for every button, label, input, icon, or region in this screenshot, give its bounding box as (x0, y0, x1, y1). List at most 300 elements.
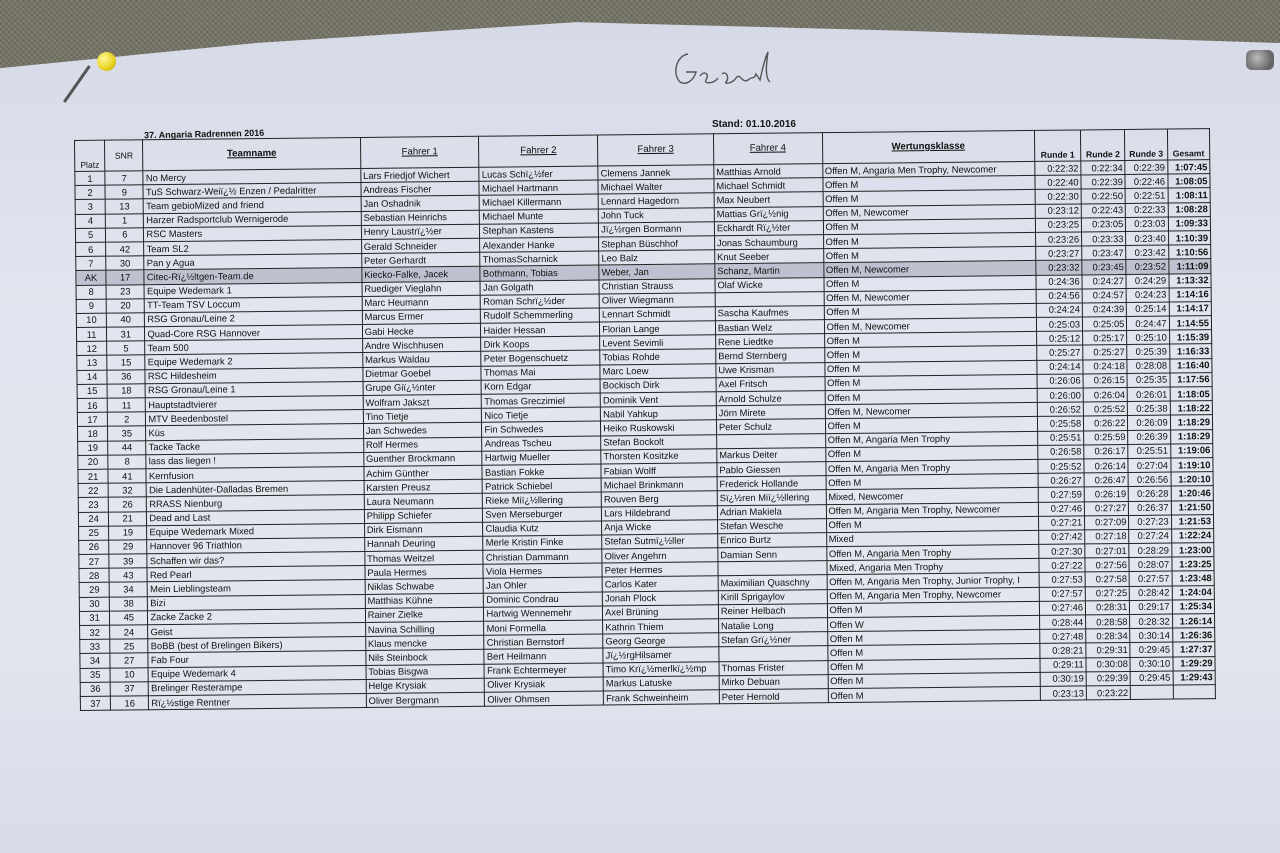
cell-gesamt: 1:19:10 (1171, 458, 1214, 473)
cell-fahrer-1: Rolf Hermes (363, 437, 482, 452)
cell-fahrer-1: Rainer Zielke (365, 607, 484, 622)
cell-platz: 28 (79, 568, 109, 583)
cell-fahrer-2: Nico Tietje (482, 407, 601, 422)
cell-fahrer-3: Lennart Schmidt (599, 307, 715, 322)
cell-snr: 16 (110, 696, 148, 711)
cell-runde-2: 0:25:05 (1083, 317, 1127, 332)
cell-platz: 24 (78, 512, 108, 527)
cell-teamname: Equipe Wedemark 2 (145, 353, 362, 369)
cell-wertungsklasse: Offen M (824, 346, 1036, 362)
cell-runde-2: 0:27:18 (1085, 529, 1129, 544)
cell-fahrer-2: Rudolf Schemmerling (481, 308, 600, 323)
cell-wertungsklasse: Offen M (825, 417, 1037, 433)
cell-wertungsklasse: Offen M (824, 275, 1036, 291)
cell-runde-2: 0:25:59 (1084, 430, 1128, 445)
cell-runde-2: 0:30:08 (1086, 657, 1130, 672)
cell-gesamt: 1:20:10 (1171, 472, 1214, 487)
cell-fahrer-1: Klaus mencke (365, 635, 484, 650)
cell-fahrer-3: Weber, Jan (599, 264, 715, 279)
cell-teamname: Team gebioMized and friend (144, 197, 361, 213)
cell-fahrer-3: Lars Hildebrand (602, 505, 718, 520)
cell-fahrer-4: Enrico Burtz (718, 533, 827, 548)
cell-fahrer-2: Michael Hartmann (479, 180, 598, 195)
cell-fahrer-4: Natalie Long (718, 618, 827, 633)
cell-fahrer-1: Achim Günther (364, 465, 483, 480)
cell-runde-3: 0:22:33 (1126, 203, 1168, 218)
results-body (75, 160, 1216, 711)
cell-fahrer-1: Jan Schwedes (363, 423, 482, 438)
document-title: 37. Angaria Radrennen 2016 (143, 127, 265, 141)
cell-fahrer-4 (716, 433, 825, 448)
cell-snr: 11 (107, 398, 145, 413)
column-header-runde-1: Runde 1 (1034, 130, 1081, 161)
cell-fahrer-3: Fabian Wolff (601, 463, 717, 478)
cell-wertungsklasse: Offen M (825, 445, 1037, 461)
cell-fahrer-1: Matthias Kühne (365, 593, 484, 608)
cell-teamname: BoBB (best of Brelingen Bikers) (148, 637, 365, 653)
cell-gesamt: 1:19:06 (1170, 443, 1213, 458)
cell-fahrer-3: Dominik Vent (600, 392, 716, 407)
cell-runde-1: 0:25:51 (1037, 431, 1083, 446)
cell-runde-2: 0:22:43 (1081, 203, 1125, 218)
cell-fahrer-1: Marcus Ermer (362, 309, 481, 324)
cell-runde-2: 0:27:09 (1085, 515, 1129, 530)
cell-runde-1: 0:23:32 (1036, 260, 1082, 275)
cell-runde-3: 0:28:32 (1130, 614, 1172, 629)
cell-runde-3: 0:25:35 (1127, 373, 1169, 388)
cell-runde-1: 0:26:27 (1038, 473, 1084, 488)
cell-runde-1: 0:24:24 (1036, 303, 1082, 318)
cell-runde-2: 0:26:17 (1084, 444, 1128, 459)
cell-snr: 31 (107, 327, 145, 342)
cell-runde-3: 0:25:39 (1127, 344, 1169, 359)
cell-gesamt: 1:29:29 (1173, 656, 1216, 671)
cell-runde-2: 0:24:57 (1082, 288, 1126, 303)
cell-platz: 15 (77, 384, 107, 399)
cell-runde-3: 0:24:23 (1126, 288, 1168, 303)
cell-fahrer-4: Peter Schulz (716, 419, 825, 434)
cell-snr: 30 (106, 256, 144, 271)
cell-runde-3: 0:23:42 (1126, 245, 1168, 260)
cell-runde-1: 0:22:40 (1035, 175, 1081, 190)
cell-fahrer-1: Grupe Giï¿½nter (363, 380, 482, 395)
cell-platz: 37 (80, 696, 110, 711)
cell-runde-1: 0:23:25 (1035, 218, 1081, 233)
cell-fahrer-4: Matthias Arnold (714, 164, 823, 179)
cell-runde-3: 0:29:45 (1130, 671, 1172, 686)
cell-fahrer-1: Oliver Bergmann (366, 692, 485, 707)
cell-runde-1: 0:28:21 (1040, 643, 1086, 658)
cell-runde-3: 0:24:47 (1127, 316, 1169, 331)
cell-teamname: Kernfusion (146, 466, 363, 482)
cell-gesamt: 1:26:36 (1172, 628, 1215, 643)
cell-platz: 36 (80, 682, 110, 697)
cell-fahrer-1: Marc Heumann (362, 295, 481, 310)
cell-fahrer-1: Henry Laustrï¿½er (361, 224, 480, 239)
cell-gesamt: 1:08:05 (1168, 174, 1211, 189)
cell-wertungsklasse: Offen M, Angaria Men Trophy, Newcomer (822, 161, 1034, 177)
cell-fahrer-2: Michael Killermann (480, 194, 599, 209)
cell-runde-1: 0:27:57 (1039, 587, 1085, 602)
cell-fahrer-4: Olaf Wicke (715, 277, 824, 292)
cell-runde-2: 0:28:31 (1085, 600, 1129, 615)
cell-wertungsklasse: Mixed (826, 530, 1038, 546)
cell-runde-1: 0:25:52 (1038, 459, 1084, 474)
cell-fahrer-2: Peter Bogenschuetz (481, 350, 600, 365)
cell-gesamt: 1:13:32 (1169, 273, 1212, 288)
cell-fahrer-1: Tino Tietje (363, 408, 482, 423)
cell-snr: 40 (106, 313, 144, 328)
cell-fahrer-4: Uwe Krisman (716, 362, 825, 377)
cell-fahrer-4: Kirill Sprigaylov (718, 589, 827, 604)
cell-teamname: Bizi (148, 594, 365, 610)
cell-wertungsklasse: Offen M, Angaria Men Trophy, Newcomer (827, 587, 1039, 603)
cell-platz: 6 (76, 242, 106, 257)
cell-fahrer-4 (715, 291, 824, 306)
cell-snr: 44 (108, 440, 146, 455)
cell-fahrer-3: Peter Hermes (602, 562, 718, 577)
cell-runde-2: 0:27:58 (1085, 572, 1129, 587)
column-header-runde-2: Runde 2 (1081, 129, 1126, 160)
cell-wertungsklasse: Offen M, Newcomer (823, 204, 1035, 220)
cell-wertungsklasse: Offen M (828, 658, 1040, 674)
cell-platz: 5 (75, 228, 105, 243)
column-header-gesamt: Gesamt (1167, 129, 1210, 160)
cell-fahrer-1: Dirk Eismann (364, 522, 483, 537)
cell-fahrer-3: Bockisch Dirk (600, 378, 716, 393)
cell-teamname: lass das liegen ! (146, 452, 363, 468)
cell-platz: 31 (79, 611, 109, 626)
cell-runde-3: 0:26:01 (1128, 387, 1170, 402)
cell-snr: 15 (107, 355, 145, 370)
cell-fahrer-3: Stefan Bockolt (601, 434, 717, 449)
cell-platz: AK (76, 270, 106, 285)
cell-fahrer-3: Jï¿½rgHilsamer (603, 647, 719, 662)
cell-fahrer-1: Paula Hermes (365, 564, 484, 579)
cell-wertungsklasse: Mixed, Newcomer (826, 488, 1038, 504)
cell-fahrer-1: Kiecko-Falke, Jacek (362, 267, 481, 282)
cell-wertungsklasse: Offen M (823, 247, 1035, 263)
cell-gesamt: 1:08:11 (1168, 188, 1211, 203)
cell-fahrer-2: Patrick Schiebel (483, 478, 602, 493)
cell-runde-1: 0:22:32 (1035, 161, 1081, 176)
cell-snr: 29 (109, 540, 147, 555)
cell-runde-3: 0:28:07 (1129, 557, 1171, 572)
cell-teamname: Die Ladenhüter-Dalladas Bremen (147, 481, 364, 497)
cell-platz: 2 (75, 185, 105, 200)
cell-gesamt: 1:27:37 (1172, 642, 1215, 657)
cell-platz: 34 (80, 654, 110, 669)
cell-fahrer-4: Peter Hernold (719, 689, 828, 704)
column-header-wertungsklasse: Wertungsklasse (822, 130, 1035, 163)
cell-platz: 17 (77, 412, 107, 427)
cell-fahrer-2: Roman Schrï¿½der (481, 294, 600, 309)
cell-wertungsklasse: Offen M, Angaria Men Trophy (826, 544, 1038, 560)
cell-runde-1: 0:26:00 (1037, 388, 1083, 403)
cell-runde-2: 0:26:04 (1083, 387, 1127, 402)
cell-runde-2: 0:26:15 (1083, 373, 1127, 388)
cell-fahrer-1: Lars Friedjof Wichert (361, 167, 480, 182)
cell-teamname: Equipe Wedemark Mixed (147, 523, 364, 539)
cell-platz: 35 (80, 668, 110, 683)
cell-teamname: RSG Gronau/Leine 2 (145, 310, 362, 326)
cell-gesamt: 1:18:29 (1170, 415, 1213, 430)
cell-platz: 16 (77, 398, 107, 413)
cell-fahrer-3: Oliver Wiegmann (599, 292, 715, 307)
cell-fahrer-1: Niklas Schwabe (365, 579, 484, 594)
cell-fahrer-4: Jonas Schaumburg (714, 235, 823, 250)
cell-teamname: RRASS Nienburg (147, 495, 364, 511)
cell-runde-1: 0:23:12 (1035, 204, 1081, 219)
cell-platz: 20 (78, 455, 108, 470)
cell-fahrer-4 (718, 561, 827, 576)
cell-gesamt: 1:14:55 (1169, 316, 1212, 331)
cell-platz: 10 (76, 313, 106, 328)
cell-runde-2: 0:23:45 (1082, 260, 1126, 275)
column-header-fahrer-4: Fahrer 4 (713, 133, 822, 165)
cell-fahrer-2: Hartwig Mueller (482, 450, 601, 465)
cell-runde-1: 0:25:58 (1037, 416, 1083, 431)
cell-fahrer-1: Andre Wischhusen (362, 337, 481, 352)
cell-runde-2: 0:27:25 (1085, 586, 1129, 601)
cell-gesamt: 1:21:50 (1171, 500, 1214, 515)
cell-platz: 9 (76, 299, 106, 314)
cell-fahrer-2: Oliver Ohmsen (485, 691, 604, 706)
cell-fahrer-3: Carlos Kater (602, 576, 718, 591)
cell-wertungsklasse: Offen M (825, 388, 1037, 404)
cell-fahrer-2: Merle Kristin Finke (483, 535, 602, 550)
cell-runde-1: 0:24:36 (1036, 274, 1082, 289)
cell-snr: 23 (106, 284, 144, 299)
cell-fahrer-3: Michael Walter (598, 179, 714, 194)
cell-fahrer-3: Kathrin Thiem (603, 619, 719, 634)
cell-gesamt (1173, 685, 1216, 700)
cell-teamname: Fab Four (148, 651, 365, 667)
cell-wertungsklasse: Offen M, Angaria Men Trophy (825, 459, 1037, 475)
cell-runde-1: 0:25:03 (1036, 317, 1082, 332)
cell-runde-2: 0:22:39 (1081, 175, 1125, 190)
cell-fahrer-2: Lucas Schï¿½fer (479, 166, 598, 181)
cell-wertungsklasse: Offen M (826, 516, 1038, 532)
cell-fahrer-3: Florian Lange (600, 321, 716, 336)
cell-gesamt: 1:20:46 (1171, 486, 1214, 501)
cell-fahrer-1: Peter Gerhardt (361, 252, 480, 267)
cell-wertungsklasse: Offen M, Angaria Men Trophy (825, 431, 1037, 447)
cell-snr: 18 (107, 384, 145, 399)
cell-fahrer-2: Korn Edgar (481, 379, 600, 394)
cell-fahrer-1: Philipp Schiefer (364, 508, 483, 523)
cell-wertungsklasse: Offen M (827, 601, 1039, 617)
cell-teamname: Mein Lieblingsteam (148, 580, 365, 596)
cell-fahrer-2: Stephan Kastens (480, 223, 599, 238)
cell-gesamt: 1:18:05 (1170, 387, 1213, 402)
cell-fahrer-1: Dietmar Goebel (363, 366, 482, 381)
cell-fahrer-4: Axel Fritsch (716, 376, 825, 391)
cell-wertungsklasse: Offen M (828, 686, 1040, 702)
cell-runde-1: 0:27:30 (1039, 544, 1085, 559)
cell-fahrer-2: Christian Bernstorf (484, 634, 603, 649)
cell-snr: 35 (108, 426, 146, 441)
cell-runde-3: 0:29:45 (1130, 642, 1172, 657)
cell-teamname: Zacke Zacke 2 (148, 608, 365, 624)
cell-platz: 21 (78, 469, 108, 484)
cell-fahrer-1: Jan Oshadnik (361, 196, 480, 211)
cell-fahrer-3: Georg George (603, 633, 719, 648)
cell-fahrer-2: Oliver Krysiak (485, 677, 604, 692)
cell-fahrer-3: Heiko Ruskowski (601, 420, 717, 435)
cell-gesamt: 1:24:04 (1172, 585, 1215, 600)
cell-gesamt: 1:16:33 (1169, 344, 1212, 359)
cell-gesamt: 1:07:45 (1167, 160, 1210, 175)
cell-runde-3: 0:30:10 (1130, 657, 1172, 672)
cell-platz: 23 (78, 497, 108, 512)
cell-snr: 43 (109, 568, 147, 583)
cell-gesamt: 1:18:29 (1170, 429, 1213, 444)
cell-runde-1: 0:24:14 (1037, 360, 1083, 375)
cell-runde-2: 0:23:22 (1086, 685, 1130, 700)
cell-wertungsklasse: Offen M, Angaria Men Trophy, Junior Trophy, I (827, 573, 1039, 589)
cell-runde-1: 0:25:12 (1036, 331, 1082, 346)
cell-fahrer-1: Navina Schilling (365, 621, 484, 636)
cell-snr: 6 (106, 228, 144, 243)
cell-snr: 27 (110, 653, 148, 668)
cell-gesamt: 1:29:43 (1173, 670, 1216, 685)
cell-fahrer-3: Rouven Berg (601, 491, 717, 506)
cell-teamname: Rï¿½stige Rentner (149, 693, 366, 709)
cell-fahrer-4: Bastian Welz (715, 320, 824, 335)
cell-platz: 18 (78, 427, 108, 442)
cell-platz: 7 (76, 256, 106, 271)
cell-teamname: Dead and Last (147, 509, 364, 525)
cell-snr: 21 (109, 511, 147, 526)
cell-runde-3: 0:25:10 (1127, 330, 1169, 345)
cell-gesamt: 1:08:28 (1168, 202, 1211, 217)
results-table (74, 128, 1216, 711)
cell-fahrer-1: Sebastian Heinrichs (361, 210, 480, 225)
cell-fahrer-1: Laura Neumann (364, 494, 483, 509)
cell-snr: 37 (110, 681, 148, 696)
cell-fahrer-3: Markus Latuske (603, 676, 719, 691)
column-header-platz: Platz (75, 140, 105, 171)
cell-fahrer-2: Thomas Greczimiel (482, 393, 601, 408)
cell-platz: 3 (75, 200, 105, 215)
cell-snr: 19 (109, 525, 147, 540)
cell-fahrer-2: Frank Echtermeyer (484, 663, 603, 678)
cell-fahrer-4: Maximilian Quaschny (718, 575, 827, 590)
column-header-runde-3: Runde 3 (1125, 129, 1168, 160)
cell-runde-3: 0:22:46 (1125, 174, 1167, 189)
cell-platz: 11 (76, 327, 106, 342)
cell-runde-1: 0:23:13 (1040, 686, 1086, 701)
cell-platz: 26 (79, 540, 109, 555)
cell-runde-3: 0:30:14 (1130, 628, 1172, 643)
cell-runde-3: 0:26:56 (1128, 472, 1170, 487)
cell-teamname: Red Pearl (147, 566, 364, 582)
cell-platz: 14 (77, 370, 107, 385)
cell-teamname: Pan y Agua (144, 254, 361, 270)
cell-runde-1: 0:26:06 (1037, 374, 1083, 389)
cell-wertungsklasse: Offen M, Newcomer (823, 261, 1035, 277)
cell-teamname: Equipe Wedemark 1 (144, 282, 361, 298)
cell-fahrer-4: Eckhardt Rï¿½ter (714, 220, 823, 235)
cell-wertungsklasse: Offen M (823, 232, 1035, 248)
cell-runde-3: 0:23:40 (1126, 231, 1168, 246)
cell-wertungsklasse: Offen M (825, 374, 1037, 390)
cell-gesamt: 1:17:56 (1170, 372, 1213, 387)
cell-fahrer-2: Fin Schwedes (482, 421, 601, 436)
cell-gesamt: 1:15:39 (1169, 330, 1212, 345)
cell-fahrer-2: Jan Golgath (480, 280, 599, 295)
cell-wertungsklasse: Offen M (824, 303, 1036, 319)
cell-fahrer-4: Stefan Grï¿½ner (719, 632, 828, 647)
cell-wertungsklasse: Offen M, Newcomer (825, 403, 1037, 419)
cell-runde-1: 0:27:46 (1038, 501, 1084, 516)
cell-fahrer-3: Jonah Plock (602, 590, 718, 605)
cell-wertungsklasse: Mixed, Angaria Men Trophy (826, 559, 1038, 575)
cell-fahrer-1: Andreas Fischer (361, 181, 480, 196)
cell-fahrer-2: Hartwig Wennemehr (484, 606, 603, 621)
cell-fahrer-3: Jï¿½rgen Bormann (599, 222, 715, 237)
cell-runde-1: 0:27:53 (1039, 572, 1085, 587)
cell-wertungsklasse: Offen M (823, 190, 1035, 206)
cell-snr: 2 (108, 412, 146, 427)
cell-snr: 5 (107, 341, 145, 356)
cell-wertungsklasse: Offen M (828, 672, 1040, 688)
cell-fahrer-3: Anja Wicke (602, 519, 718, 534)
cell-snr: 17 (106, 270, 144, 285)
column-header-fahrer-3: Fahrer 3 (598, 134, 714, 166)
cell-gesamt: 1:14:16 (1169, 287, 1212, 302)
cell-gesamt: 1:23:25 (1172, 557, 1215, 572)
cell-snr: 8 (108, 455, 146, 470)
cell-runde-2: 0:24:18 (1083, 359, 1127, 374)
cell-runde-2: 0:22:50 (1081, 189, 1125, 204)
cell-teamname: Brelinger Resterampe (149, 679, 366, 695)
cell-fahrer-1: Tobias Bisgwa (366, 664, 485, 679)
cell-fahrer-4: Rene Liedtke (715, 334, 824, 349)
cell-runde-2: 0:25:52 (1083, 402, 1127, 417)
cell-wertungsklasse: Offen M (823, 218, 1035, 234)
cell-snr: 9 (105, 185, 143, 200)
cell-runde-2: 0:23:05 (1081, 217, 1125, 232)
cell-fahrer-1: Helge Krysiak (366, 678, 485, 693)
cell-runde-3: 0:26:28 (1129, 486, 1171, 501)
cell-teamname: MTV Beedenbostel (146, 410, 363, 426)
cell-snr: 24 (110, 625, 148, 640)
cell-runde-1: 0:27:59 (1038, 487, 1084, 502)
cell-runde-3: 0:27:57 (1129, 571, 1171, 586)
cell-runde-2: 0:29:31 (1086, 643, 1130, 658)
cell-runde-2: 0:25:27 (1083, 345, 1127, 360)
cell-runde-3: 0:28:08 (1127, 359, 1169, 374)
cell-fahrer-4: Jörn Mirete (716, 405, 825, 420)
cell-fahrer-1: Markus Waldau (362, 352, 481, 367)
cell-snr: 34 (109, 582, 147, 597)
cell-wertungsklasse: Offen W (827, 615, 1039, 631)
cell-fahrer-3: Clemens Jannek (598, 165, 714, 180)
cell-teamname: Tacke Tacke (146, 438, 363, 454)
cell-fahrer-4: Knut Seeber (715, 249, 824, 264)
cell-fahrer-3: Stephan Büschhof (599, 236, 715, 251)
cell-gesamt: 1:21:53 (1171, 514, 1214, 529)
cell-fahrer-2: Haider Hessan (481, 322, 600, 337)
cell-runde-1: 0:28:44 (1039, 615, 1085, 630)
cell-teamname: Hannover 96 Triathlon (147, 537, 364, 553)
cell-fahrer-4: Mattias Grï¿½nig (714, 206, 823, 221)
cell-gesamt: 1:11:09 (1168, 259, 1211, 274)
cell-runde-3: 0:22:39 (1125, 160, 1167, 175)
cell-fahrer-4: Bernd Sternberg (716, 348, 825, 363)
